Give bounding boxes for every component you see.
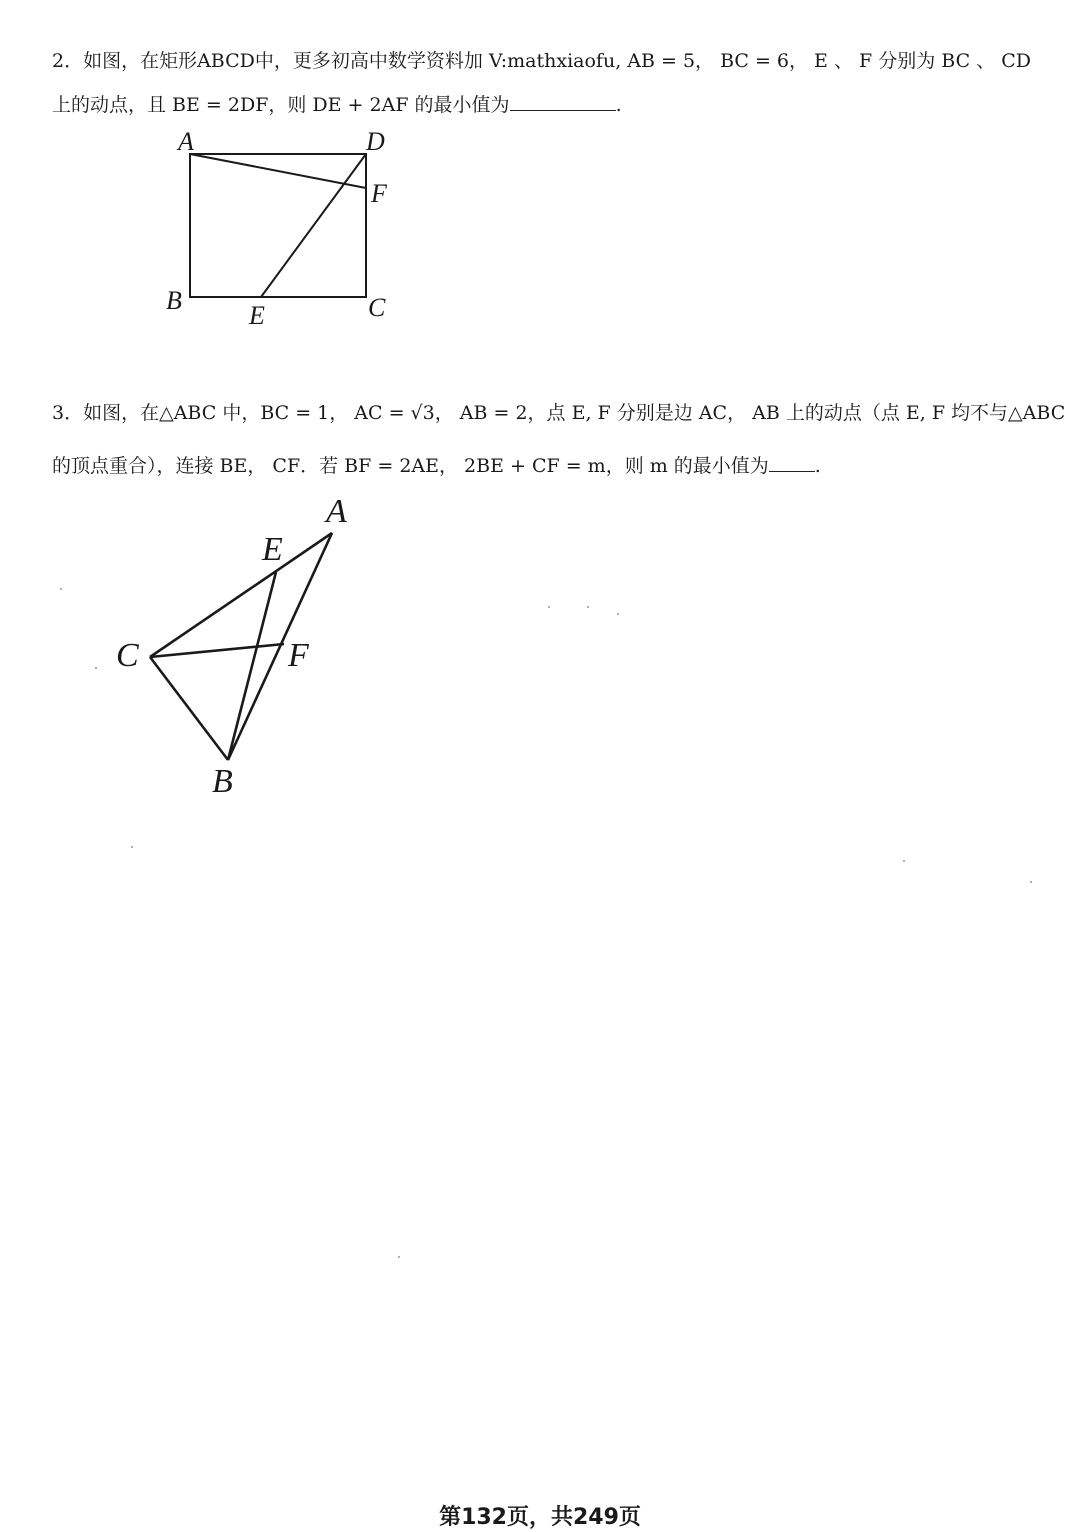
segment-af bbox=[190, 154, 366, 188]
problem-3-line-2-text: 的顶点重合），连接 BE， CF．若 BF = 2AE， 2BE + CF = m，则 m 的最小值为 bbox=[52, 455, 769, 477]
problem-3-line-2 bbox=[52, 451, 821, 478]
scan-speck bbox=[95, 667, 97, 669]
answer-blank-2 bbox=[510, 92, 616, 111]
problem-3-line-2-end: . bbox=[814, 455, 821, 477]
scan-speck bbox=[617, 613, 619, 615]
label-a: A bbox=[326, 493, 347, 530]
rectangle-abcd bbox=[190, 154, 366, 297]
problem-2-line-1: 2．如图，在矩形ABCD中，更多初高中数学资料加 V:mathxiaofu, AB = 5， BC = 6， E 、 F 分别为 BC 、 CD bbox=[52, 50, 1031, 72]
scan-speck bbox=[587, 606, 589, 608]
label-d: D bbox=[366, 128, 385, 156]
label-c: C bbox=[368, 293, 386, 322]
problem-2-line-2-end: . bbox=[615, 94, 622, 116]
scan-speck bbox=[131, 846, 133, 848]
segment-bc bbox=[150, 657, 228, 760]
segment-de bbox=[261, 154, 366, 297]
scan-speck bbox=[60, 588, 62, 590]
scan-speck bbox=[398, 1256, 400, 1258]
rectangle-figure bbox=[160, 128, 420, 338]
label-b: B bbox=[166, 286, 182, 315]
scan-speck bbox=[1030, 881, 1032, 883]
answer-blank-3 bbox=[769, 453, 815, 472]
label-b: B bbox=[212, 763, 233, 800]
label-f: F bbox=[288, 637, 309, 674]
problem-2-line-2 bbox=[52, 90, 622, 117]
label-a: A bbox=[178, 128, 194, 156]
triangle-figure bbox=[100, 490, 380, 800]
label-e: E bbox=[262, 531, 283, 568]
problem-3-line-1: 3．如图，在△ABC 中，BC = 1， AC = √3， AB = 2，点 E, F 分别是边 AC， AB 上的动点（点 E, F 均不与△ABC bbox=[52, 402, 1066, 424]
scan-speck bbox=[548, 606, 550, 608]
problem-2-line-2-text: 上的动点，且 BE = 2DF，则 DE + 2AF 的最小值为 bbox=[52, 94, 510, 116]
scan-speck bbox=[903, 860, 905, 862]
label-f: F bbox=[371, 179, 387, 208]
page-number: 第132页，共249页 bbox=[439, 1505, 641, 1530]
label-c: C bbox=[116, 637, 139, 674]
segment-cf bbox=[150, 644, 284, 657]
label-e: E bbox=[249, 301, 265, 330]
